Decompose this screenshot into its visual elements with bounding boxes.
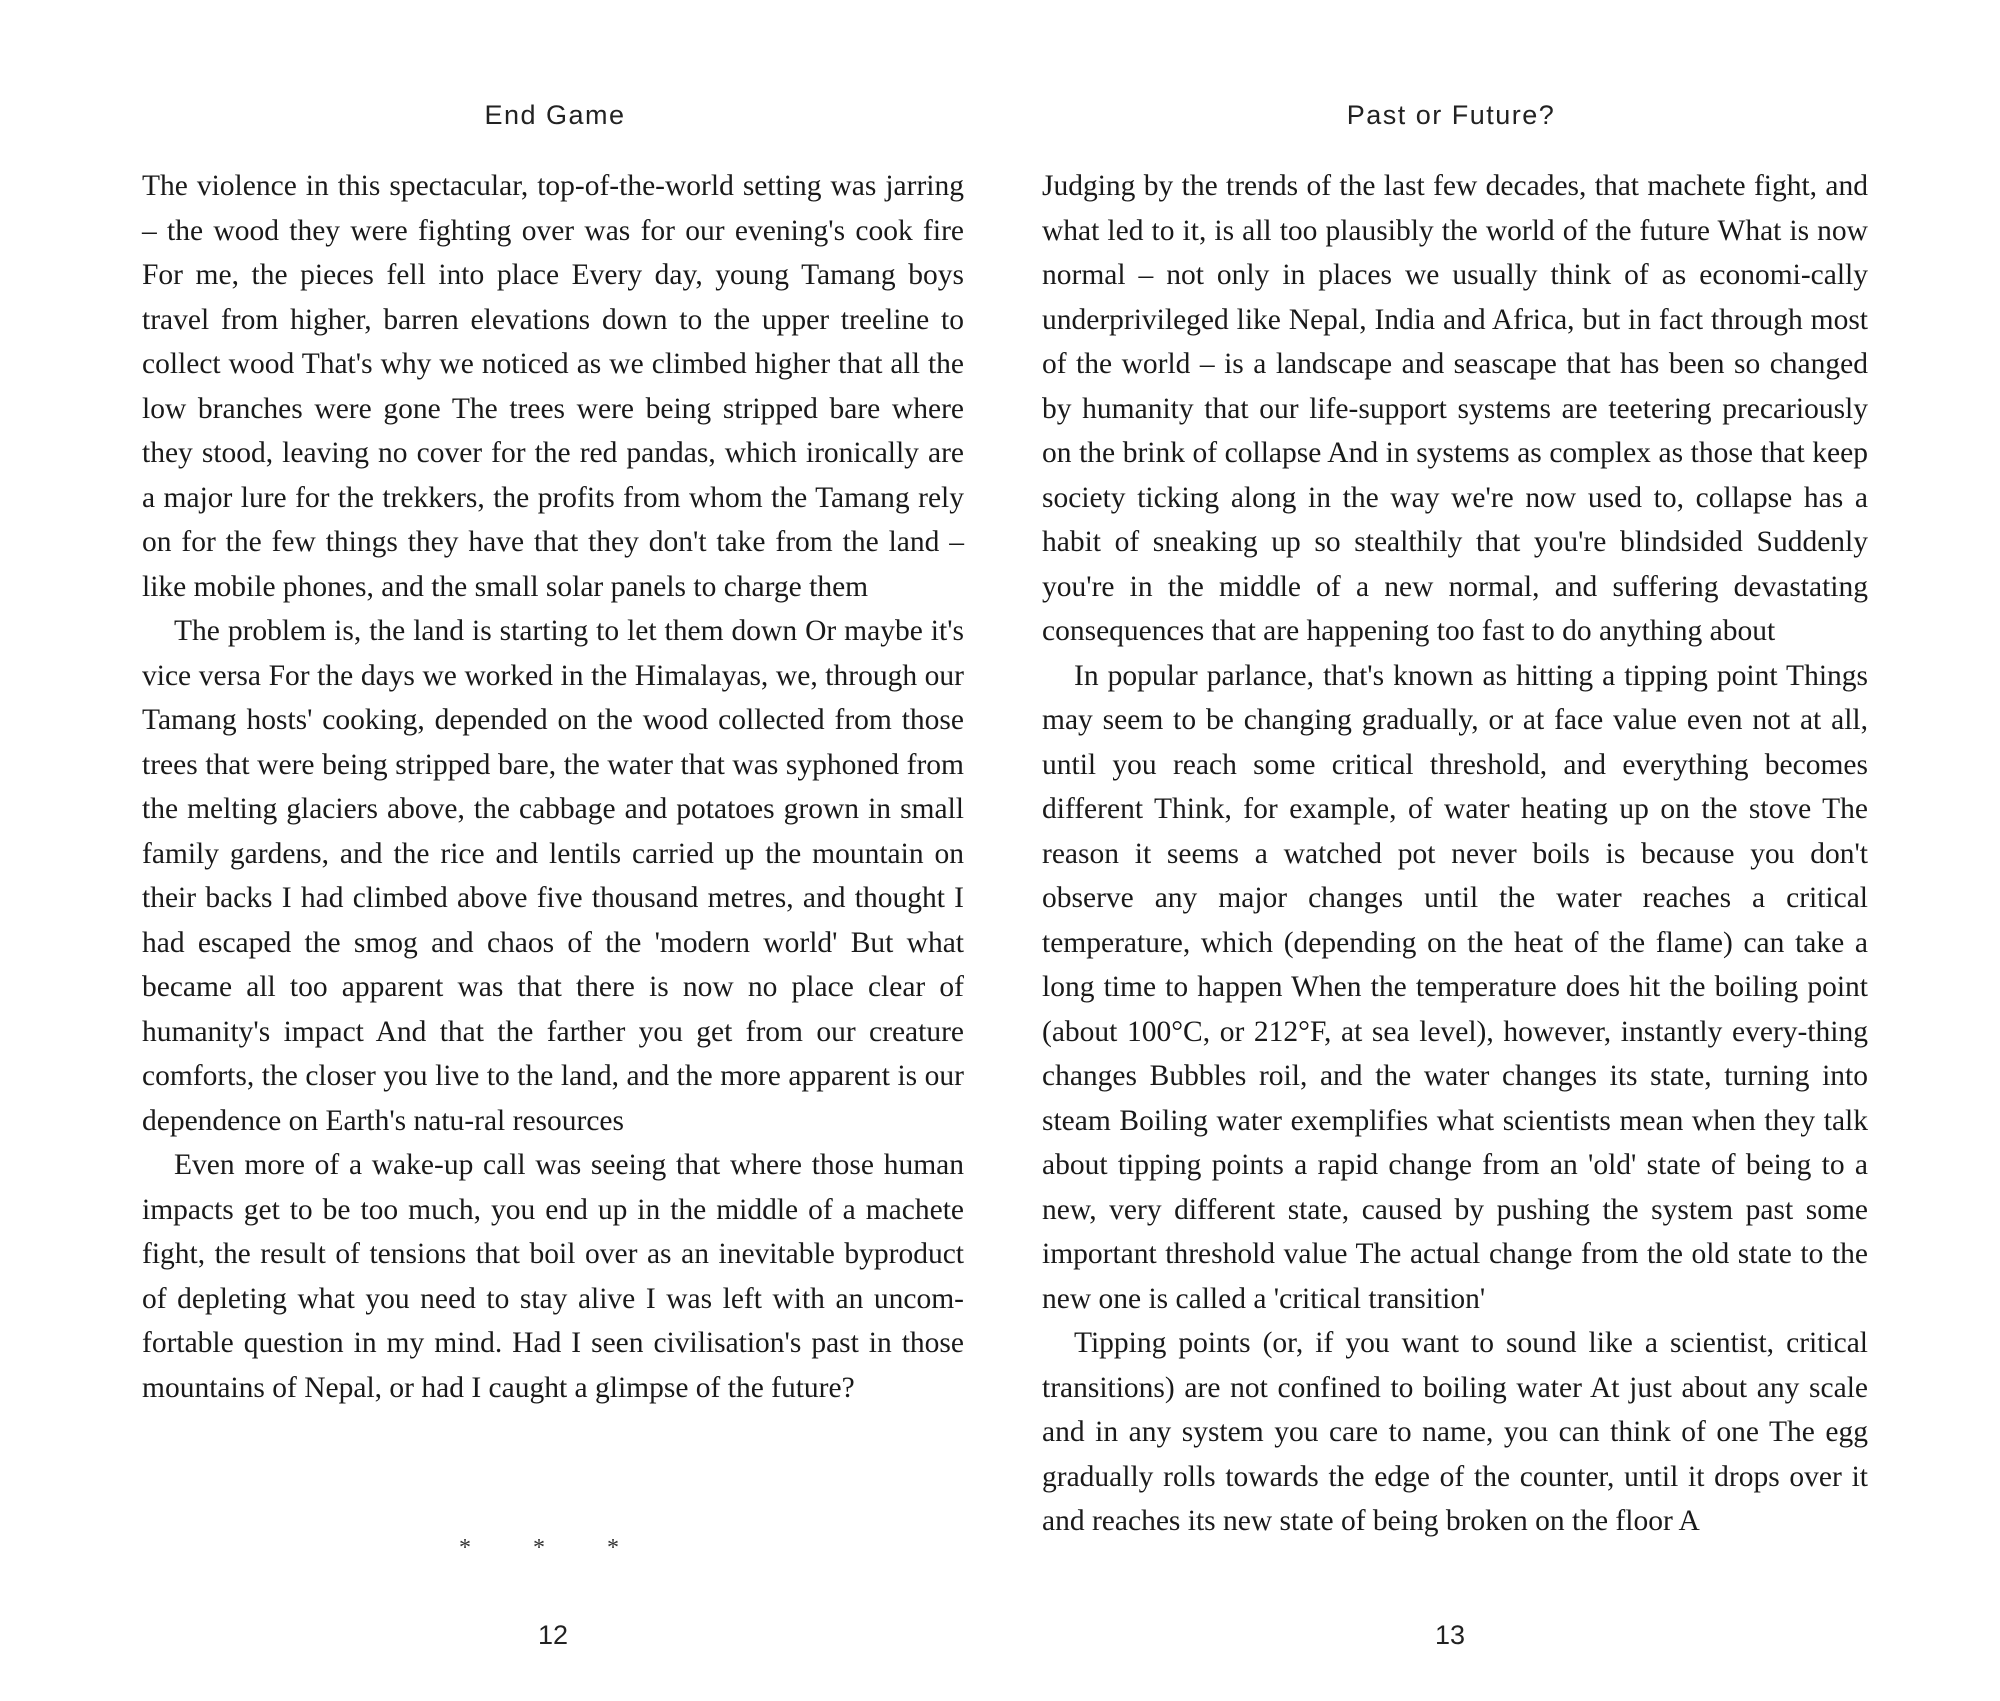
paragraph: In popular parlance, that's known as hitting a tipping point Things may seem to be changing gradually, or at face value even not at all, until you reach some critical threshold, and everything becomes different Think, for example, of water heating up on the stove The reason it seems a watched pot never boils is because you don't observe any major changes until the water reaches a critical temperature, which (depending on the heat of the flame) can take a long time to happen When the temperature does hit the boiling point (about 100°C, or 212°F, at sea level), however, instantly every-thing changes Bubbles roil, and the water changes its state, turning into steam Boiling water exemplifies what scientists mean when they talk about tipping points a rapid change from an 'old' state of being to a new, very different state, caused by pushing the system past some important threshold value The actual change from the old state to the new one is called a 'critical transition': [1042, 659, 1868, 1315]
paragraph: Judging by the trends of the last few decades, that machete fight, and what led to it, is all too plausibly the world of the future What is now normal – not only in places we usually think of as economi-cally underprivileged like Nepal, India and Africa, but in fact through most of the world – is a landscape and seascape that has been so changed by humanity that our life-support systems are teetering precariously on the brink of collapse And in systems as complex as those that keep society ticking along in the way we're now used to, collapse has a habit of sneaking up so stealthily that you're blindsided Suddenly you're in the middle of a new normal, and suffering devastating consequences that are happening too fast to do anything about: [1042, 170, 1868, 647]
running-head-left: End Game: [484, 100, 626, 130]
body-text-left: [142, 164, 964, 1410]
section-break: * * *: [459, 1535, 647, 1561]
page-number-right: 13: [1434, 1620, 1466, 1650]
paragraph: The violence in this spectacular, top-of-the-world setting was jarring – the wood they were fighting over was for our evening's cook fire For me, the pieces fell into place Every day, young Tamang boys travel from higher, barren elevations down to the upper treeline to collect wood That's why we noticed as we climbed higher that all the low branches were gone The trees were being stripped bare where they stood, leaving no cover for the red pandas, which ironically are a major lure for the trekkers, the profits from whom the Tamang rely on for the few things they have that they don't take from the land – like mobile phones, and the small solar panels to charge them: [142, 170, 964, 603]
right-page: [1000, 0, 2000, 1701]
body-text-right: [1042, 164, 1868, 1544]
running-head-right: Past or Future?: [1346, 100, 1556, 130]
page-number-left: 12: [537, 1620, 569, 1650]
paragraph: Tipping points (or, if you want to sound like a scientist, critical transitions) are not confined to boiling water At just about any scale and in any system you care to name, you can think of one The egg gradually rolls towards the edge of the counter, until it drops over it and reaches its new state of being broken on the floor A: [1042, 1327, 1868, 1537]
paragraph: The problem is, the land is starting to let them down Or maybe it's vice versa For the days we worked in the Himalayas, we, through our Tamang hosts' cooking, depended on the wood collected from those trees that were being stripped bare, the water that was syphoned from the melting glaciers above, the cabbage and potatoes grown in small family gardens, and the rice and lentils carried up the mountain on their backs I had climbed above five thousand metres, and thought I had escaped the smog and chaos of the 'modern world' But what became all too apparent was that there is now no place clear of humanity's impact And that the farther you get from our creature comforts, the closer you live to the land, and the more apparent is our dependence on Earth's natu-ral resources: [142, 615, 964, 1137]
paragraph: Even more of a wake-up call was seeing that where those human impacts get to be too much, you end up in the middle of a machete fight, the result of tensions that boil over as an inevitable byproduct of depleting what you need to stay alive I was left with an uncom-fortable question in my mind. Had I seen civilisation's past in those mountains of Nepal, or had I caught a glimpse of the future?: [142, 1149, 964, 1404]
